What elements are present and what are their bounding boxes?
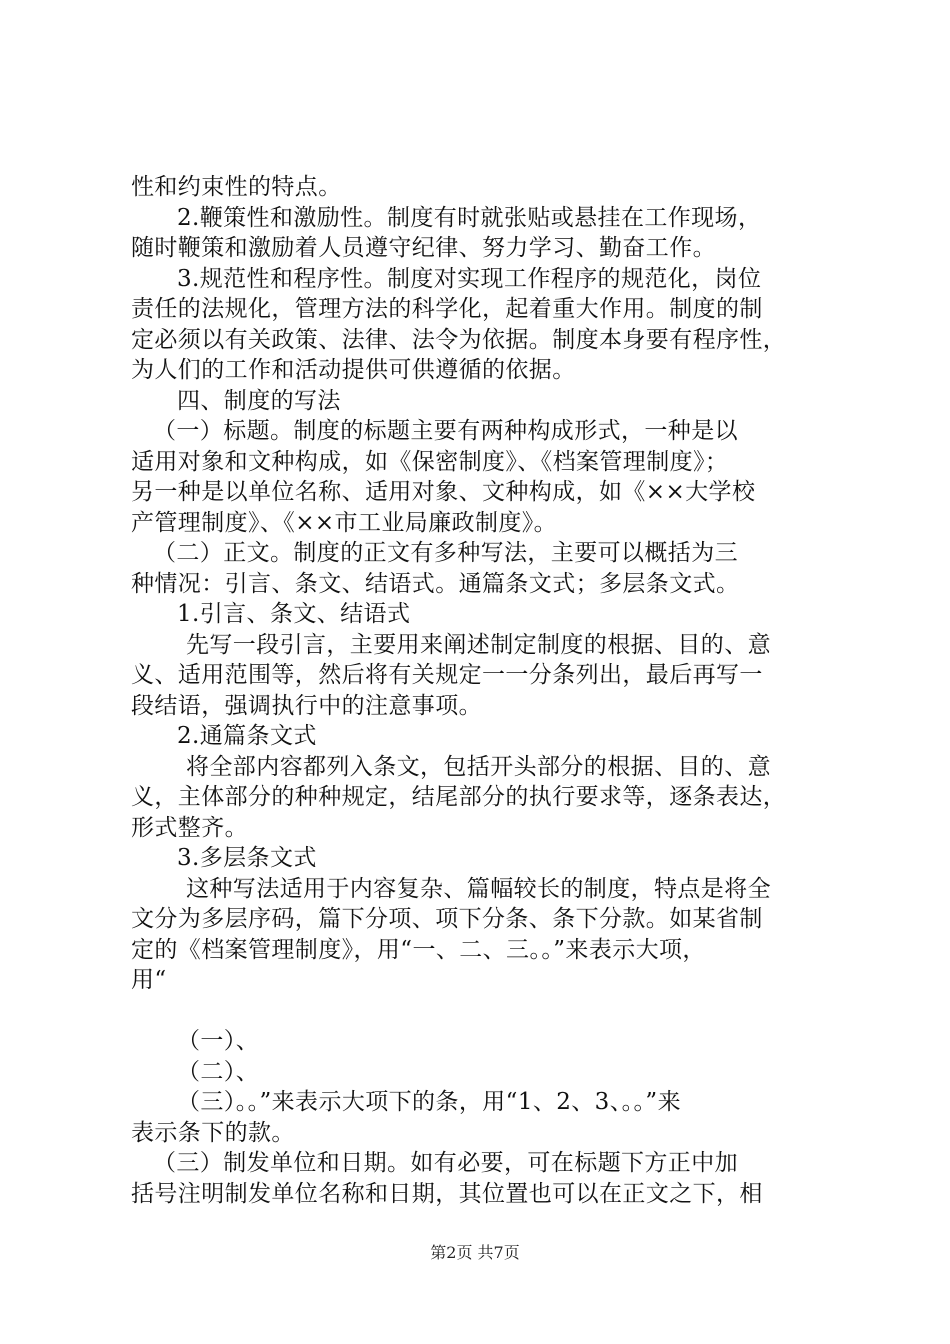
page-number-footer: 第2页 共7页 [430,1243,520,1262]
text-line: 段结语，强调执行中的注意事项。 [131,692,482,719]
subsection-heading: 2.通篇条文式 [177,723,317,749]
text-line: 义、适用范围等，然后将有关规定一一分条列出，最后再写一 [131,662,763,688]
text-line: （一）、 [177,1028,260,1054]
text-line: 先写一段引言，主要用来阐述制定制度的根据、目的、意 [186,631,771,658]
text-line: 性和约束性的特点。 [131,174,342,200]
text-line: 种情况：引言、条文、结语式。通篇条文式；多层条文式。 [131,570,740,597]
text-line: 另一种是以单位名称、适用对象、文种构成，如《××大学校 [131,479,756,505]
text-line: 这种写法适用于内容复杂、篇幅较长的制度，特点是将全 [186,875,771,902]
text-line: 产管理制度》、《××市工业局廉政制度》。 [131,509,558,536]
text-line: 定必须以有关政策、法律、法令为依据。制度本身要有程序性， [131,326,787,353]
text-line: 适用对象和文种构成，如《保密制度》、《档案管理制度》； [131,448,729,475]
blank-line [131,996,831,1027]
text-line: 文分为多层序码，篇下分项、项下分条、条下分款。如某省制 [131,906,763,932]
text-line: 定的《档案管理制度》，用“一、二、三。。”来表示大项， [131,936,706,963]
text-line: 用“ [131,967,167,993]
text-line: 括号注明制发单位名称和日期，其位置也可以在正文之下，相 [131,1180,763,1207]
section-heading: 四、制度的写法 [177,387,341,414]
text-line: 责任的法规化，管理方法的科学化，起着重大作用。制度的制 [131,296,763,322]
text-line: （二）正文。制度的正文有多种写法，主要可以概括为三 [153,540,738,566]
text-line: 形式整齐。 [131,814,248,841]
text-line: 将全部内容都列入条文，包括开头部分的根据、目的、意 [186,753,771,780]
text-line: （三）制发单位和日期。如有必要，可在标题下方正中加 [153,1150,738,1176]
document-body [131,172,831,1209]
text-line: （一）标题。制度的标题主要有两种构成形式，一种是以 [153,418,738,444]
text-line: 为人们的工作和活动提供可供遵循的依据。 [131,357,576,383]
text-line: 3.规范性和程序性。制度对实现工作程序的规范化，岗位 [177,265,762,292]
text-line: 义，主体部分的种种规定，结尾部分的执行要求等，逐条表达， [131,784,787,810]
subsection-heading: 3.多层条文式 [177,845,317,871]
subsection-heading: 1.引言、条文、结语式 [177,601,411,627]
text-line: 表示条下的款。 [131,1119,295,1146]
text-line: （三）。。”来表示大项下的条，用“1、2、3、。。”来 [177,1089,681,1115]
text-line: 随时鞭策和激励着人员遵守纪律、努力学习、勤奋工作。 [131,235,716,261]
text-line: （二）、 [177,1058,260,1085]
text-line: 2.鞭策性和激励性。制度有时就张贴或悬挂在工作现场， [177,204,762,231]
